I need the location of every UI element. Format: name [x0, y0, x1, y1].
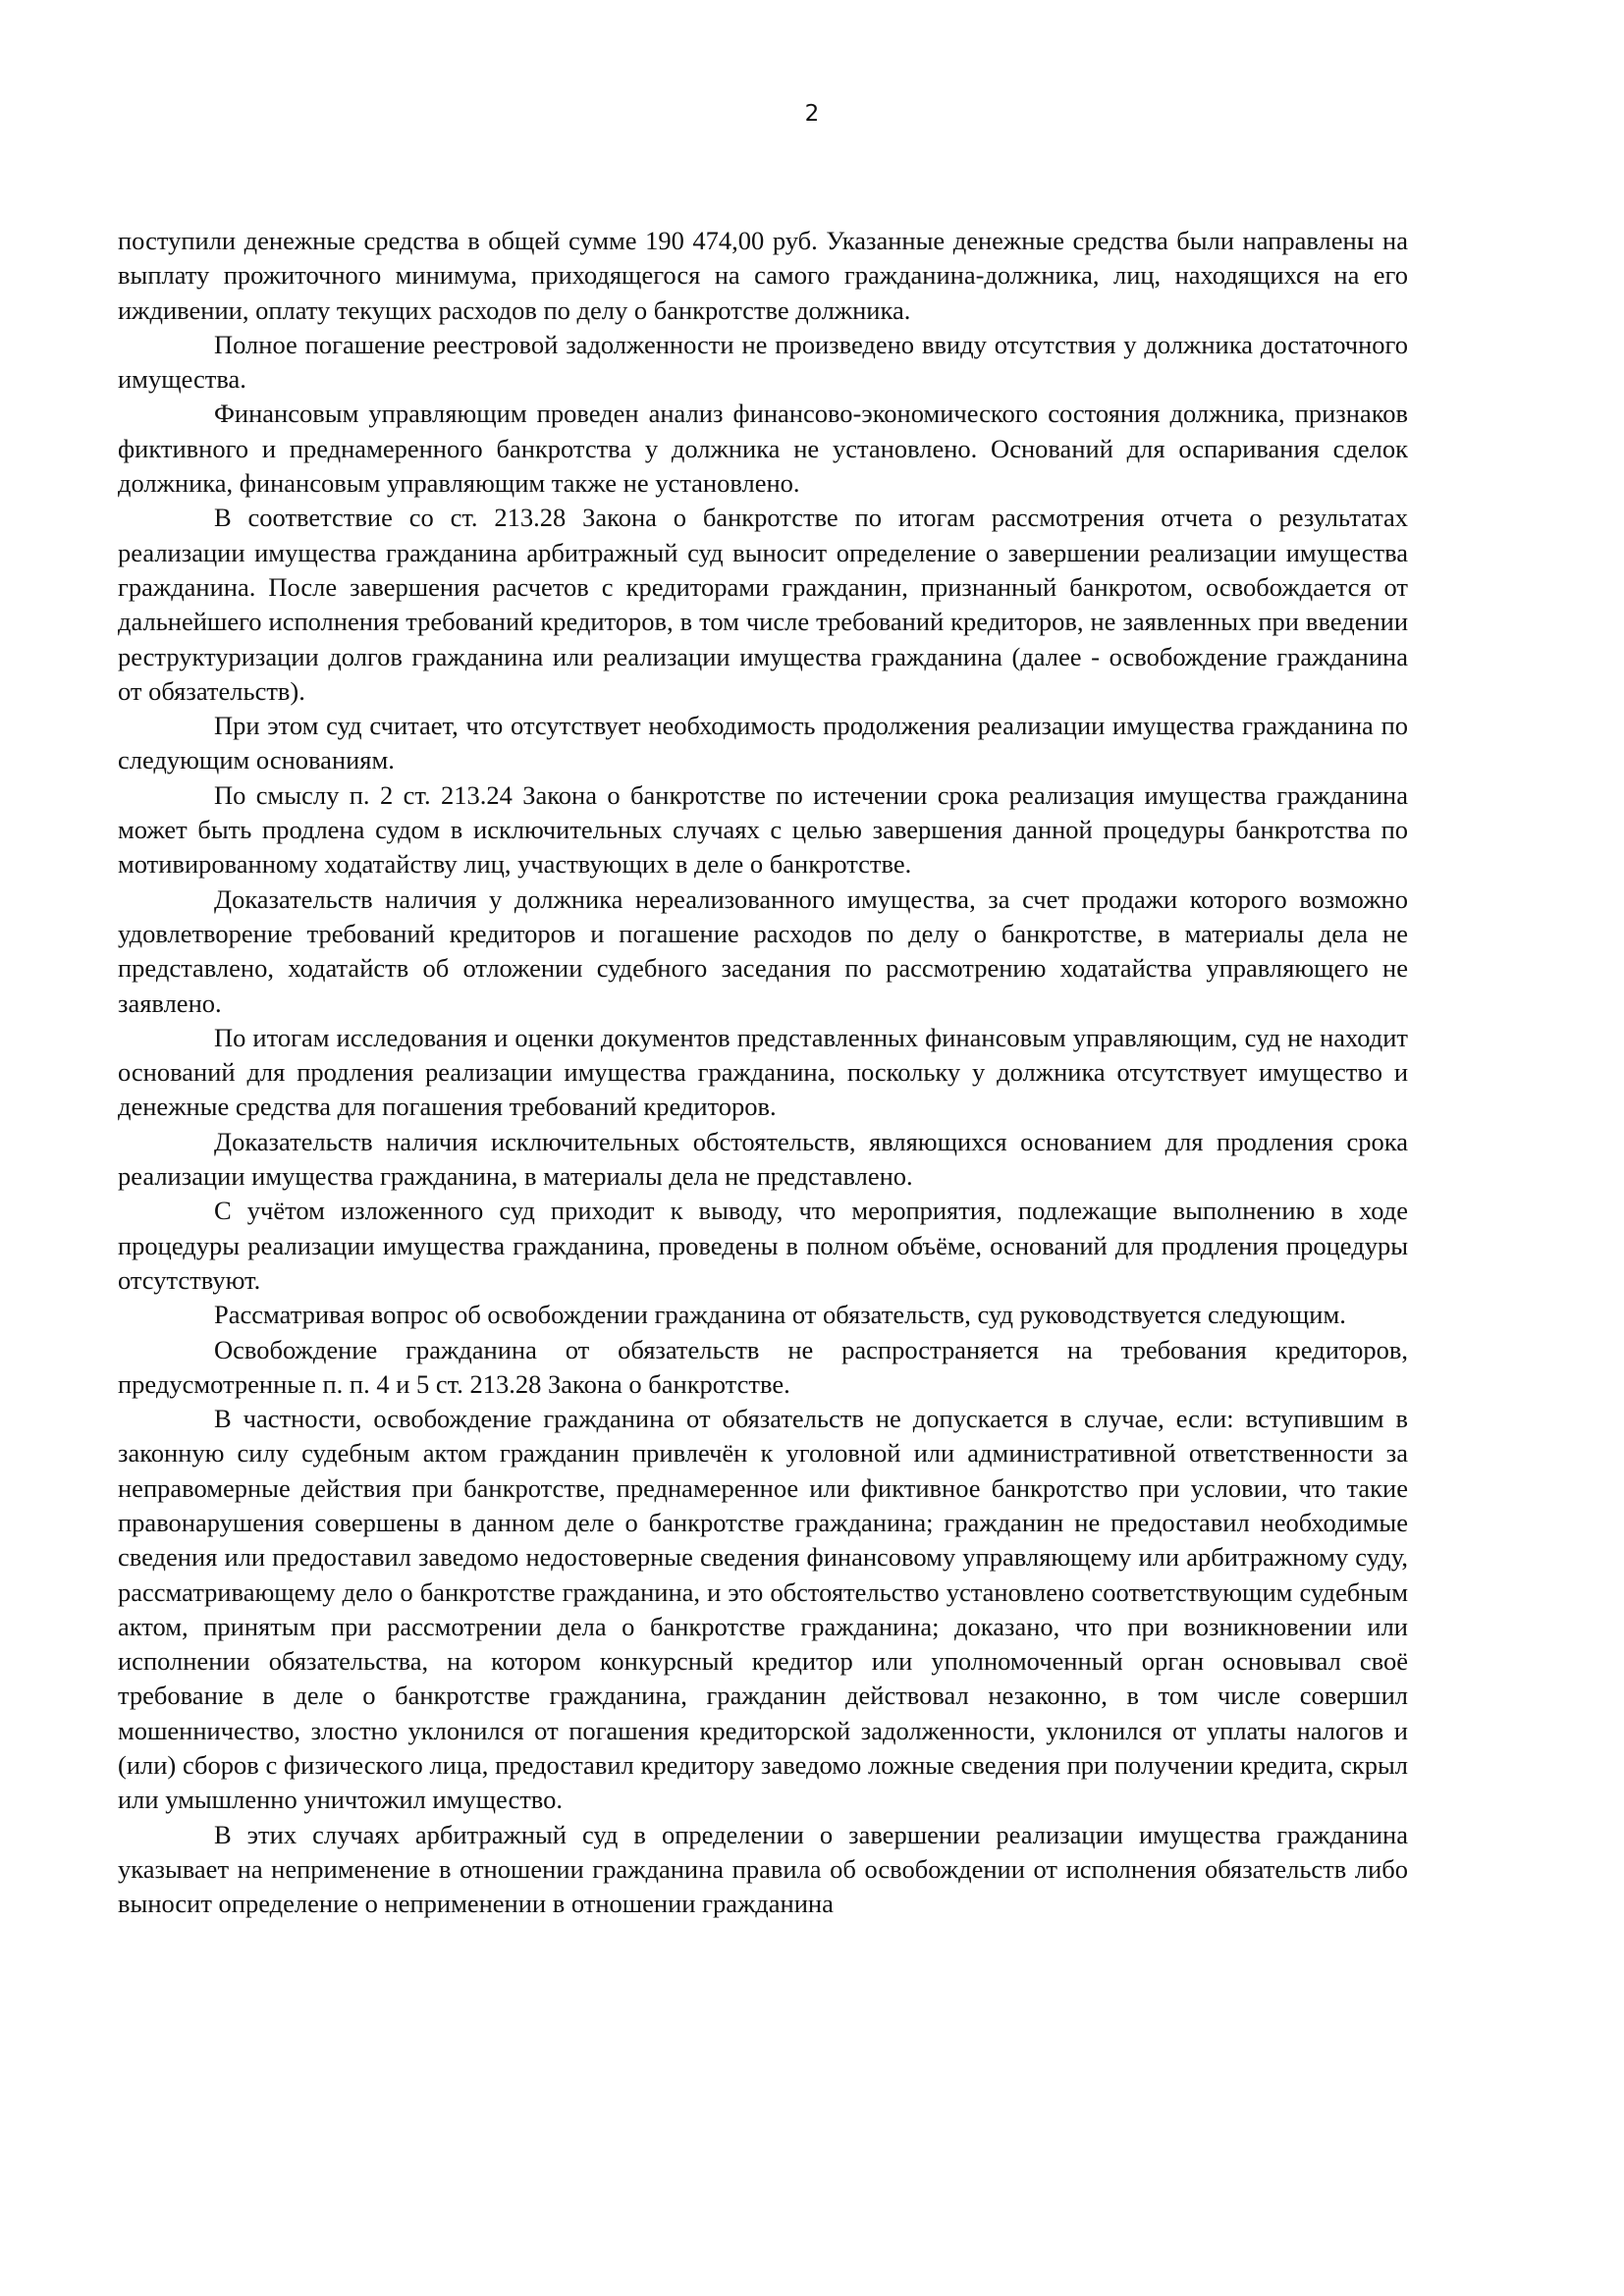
paragraph-continuation: поступили денежные средства в общей сумме 190 474,00 руб. Указанные денежные средства были направлены на выплату прожиточного минимума, приходящегося на самого гражданина-должника, лиц, находящихся на его иждивении, оплату текущих расходов по делу о банкротстве должника.	[118, 226, 1408, 325]
document-body	[118, 224, 1408, 1922]
paragraph-court-determination: В этих случаях арбитражный суд в определении о завершении реализации имущества гражданина указывает на неприменение в отношении гражданина правила об освобождении от исполнения обязательств либо выносит определение о неприменении в отношении гражданина	[118, 1819, 1408, 1919]
paragraph-court-opinion: При этом суд считает, что отсутствует необходимость продолжения реализации имущества гражданина по следующим основаниям.	[118, 711, 1408, 775]
paragraph-review-results: По итогам исследования и оценки документов представленных финансовым управляющим, суд не находит оснований для продления реализации имущества гражданина, поскольку у должника отсутствует имущество и денежные средства для погашения требований кредиторов.	[118, 1022, 1408, 1122]
paragraph-financial-analysis: Финансовым управляющим проведен анализ финансово-экономического состояния должника, признаков фиктивного и преднамеренного банкротства у должника не установлено. Оснований для оспаривания сделок должника, финансовым управляющим также не установлено.	[118, 399, 1408, 499]
paragraph-no-unsold-property: Доказательств наличия у должника нереализованного имущества, за счет продажи которого возможно удовлетворение требований кредиторов и погашение расходов по делу о банкротстве, в материалы дела не представлено, ходатайств об отложении судебного заседания по рассмотрению ходатайства управляющего не заявлено.	[118, 883, 1408, 1018]
page-number: 2	[804, 101, 820, 127]
paragraph-article-213-28: В соответствие со ст. 213.28 Закона о банкротстве по итогам рассмотрения отчета о результатах реализации имущества гражданина арбитражный суд выносит определение о завершении реализации имущества гражданина. После завершения расчетов с кредиторами гражданин, признанный банкротом, освобождается от дальнейшего исполнения требований кредиторов, в том числе требований кредиторов, не заявленных при введении реструктуризации долгов гражданина или реализации имущества гражданина (далее - освобождение гражданина от обязательств).	[118, 503, 1408, 706]
paragraph-conclusion: С учётом изложенного суд приходит к выводу, что мероприятия, подлежащие выполнению в ходе процедуры реализации имущества гражданина, проведены в полном объёме, оснований для продления процедуры отсутствуют.	[118, 1196, 1408, 1295]
paragraph-article-213-24: По смыслу п. 2 ст. 213.24 Закона о банкротстве по истечении срока реализация имущества гражданина может быть продлена судом в исключительных случаях с целью завершения данной процедуры банкротства по мотивированному ходатайству лиц, участвующих в деле о банкротстве.	[118, 779, 1408, 880]
paragraph-release-question: Рассматривая вопрос об освобождении гражданина от обязательств, суд руководствуется следующим.	[214, 1300, 1346, 1330]
paragraph-registry-debt: Полное погашение реестровой задолженности не произведено ввиду отсутствия у должника достаточного имущества.	[118, 329, 1408, 395]
paragraph-release-not-allowed: В частности, освобождение гражданина от обязательств не допускается в случае, если: вступившим в законную силу судебным актом гражданин привлечён к уголовной или административной ответственности за неправомерные действия при банкротстве, преднамеренное или фиктивное банкротство при условии, что такие правонарушения совершены в данном деле о банкротстве гражданина; гражданин не предоставил необходимые сведения или предоставил заведомо недостоверные сведения финансовому управляющему или арбитражному суду, рассматривающему дело о банкротстве гражданина, и это обстоятельство установлено соответствующим судебным актом, принятым при рассмотрении дела о банкротстве гражданина; доказано, что при возникновении или исполнении обязательства, на котором конкурсный кредитор или уполномоченный орган основывал своё требование в деле о банкротстве гражданина, гражданин действовал незаконно, в том числе совершил мошенничество, злостно уклонился от погашения кредиторской задолженности, уклонился от уплаты налогов и (или) сборов с физического лица, предоставил кредитору заведомо ложные сведения при получении кредита, скрыл или умышленно уничтожил имущество.	[118, 1404, 1408, 1815]
paragraph-no-exceptional-circumstances: Доказательств наличия исключительных обстоятельств, являющихся основанием для продления срока реализации имущества гражданина, в материалы дела не представлено.	[118, 1126, 1408, 1192]
paragraph-release-exclusions: Освобождение гражданина от обязательств не распространяется на требования кредиторов, предусмотренные п. п. 4 и 5 ст. 213.28 Закона о банкротстве.	[118, 1334, 1408, 1399]
